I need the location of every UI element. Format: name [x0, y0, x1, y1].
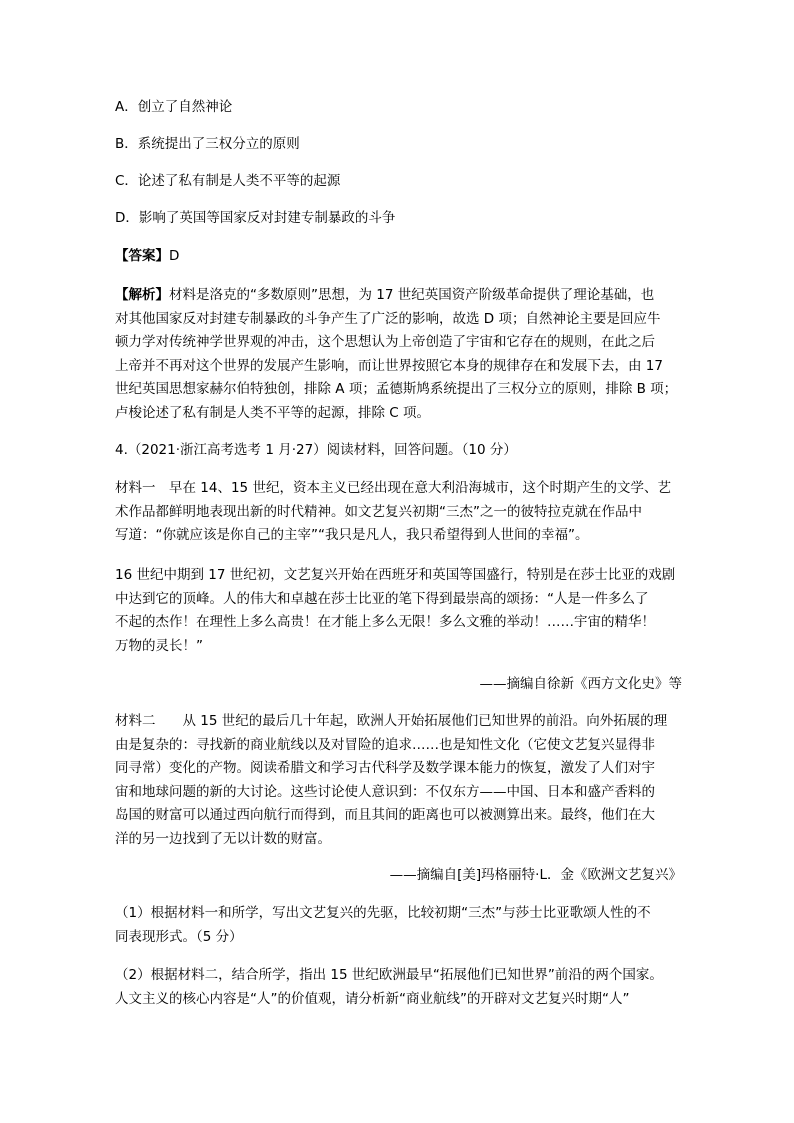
material-2 — [115, 710, 682, 851]
analysis-line: 世纪英国思想家赫尔伯特独创，排除 A 项；孟德斯鸠系统提出了三权分立的原则，排除 B 项； — [115, 381, 678, 397]
material-1-paragraph-2 — [115, 564, 682, 658]
analysis-line: 卢梭论述了私有制是人类不平等的起源，排除 C 项。 — [115, 404, 431, 421]
question-line: （2）根据材料二，结合所学，指出 15 世纪欧洲最早“拓展他们已知世界”前沿的两个国家。 — [115, 967, 663, 983]
material-2-source: ——摘编自[美]玛格丽特·L．金《欧洲文艺复兴》 — [389, 867, 682, 883]
material-line: 写道：“你就应该是你自己的主宰”“我只是凡人，我只希望得到人世间的幸福”。 — [115, 527, 589, 543]
answer-label: 【答案】 — [115, 248, 169, 264]
material-line: 中达到它的顶峰。人的伟大和卓越在莎士比亚的笔下得到最崇高的颂扬：“人是一件多么了 — [115, 590, 649, 607]
analysis-label: 【解析】 — [115, 287, 169, 303]
option-c: C．论述了私有制是人类不平等的起源 — [115, 173, 341, 189]
analysis-line: 【解析】材料是洛克的“多数原则”思想，为 17 世纪英国资产阶级革命提供了理论基础，也 — [115, 287, 655, 303]
question-stem: 4.（2021·浙江高考选考 1 月·27）阅读材料，回答问题。（10 分） — [115, 442, 517, 458]
material-line: 由是复杂的：寻找新的商业航线以及对冒险的追求……也是知性文化（它使文艺复兴显得非 — [115, 736, 655, 753]
option-b: B．系统提出了三权分立的原则 — [115, 136, 300, 152]
analysis-line: 顿力学对传统神学世界观的冲击，这个思想认为上帝创造了宇宙和它存在的规则，在此之后 — [115, 334, 655, 350]
option-a: A．创立了自然神论 — [115, 99, 233, 115]
material-line: 宙和地球问题的新的大讨论。这些讨论使人意识到：不仅东方——中国、日本和盛产香料的 — [115, 783, 655, 800]
material-line: 16 世纪中期到 17 世纪初，文艺复兴开始在西班牙和英国等国盛行，特别是在莎士比亚的戏剧 — [115, 567, 676, 583]
sub-question-1 — [115, 902, 682, 949]
answer-value: D — [169, 248, 180, 264]
material-1 — [115, 477, 682, 548]
sub-question-2 — [115, 964, 682, 1011]
analysis-line: 上帝并不再对这个世界的发展产生影响，而让世界按照它本身的规律存在和发展下去，由 17 — [115, 357, 663, 374]
question-line: 人文主义的核心内容是“人”的价值观，请分析新“商业航线”的开辟对文艺复兴时期“人” — [115, 990, 630, 1007]
material-line: 同寻常）变化的产物。阅读希腊文和学习古代科学及数学课本能力的恢复，激发了人们对宇 — [115, 760, 655, 776]
material-line: 万物的灵长！” — [115, 637, 203, 654]
analysis-block — [115, 284, 682, 425]
material-line: 材料二 从 15 世纪的最后几十年起，欧洲人开始拓展他们已知世界的前沿。向外拓展的理 — [115, 713, 668, 729]
material-line: 材料一 早在 14、15 世纪，资本主义已经出现在意大利沿海城市，这个时期产生的文学、艺 — [115, 480, 671, 496]
material-line: 术作品都鲜明地表现出新的时代精神。如文艺复兴初期“三杰”之一的彼特拉克就在作品中 — [115, 503, 642, 520]
material-line: 洋的另一边找到了无以计数的财富。 — [115, 830, 331, 847]
answer-line — [115, 245, 682, 269]
analysis-line: 对其他国家反对封建专制暴政的斗争产生了广泛的影响，故选 D 项；自然神论主要是回应牛 — [115, 310, 661, 327]
material-line: 岛国的财富可以通过西向航行而得到，而且其间的距离也可以被测算出来。最终，他们在大 — [115, 807, 655, 823]
question-line: 同表现形式。（5 分） — [115, 928, 243, 945]
question-line: （1）根据材料一和所学，写出文艺复兴的先驱，比较初期“三杰”与莎士比亚歌颂人性的不 — [115, 905, 651, 921]
option-d: D．影响了英国等国家反对封建专制暴政的斗争 — [115, 210, 396, 226]
material-line: 不起的杰作！在理性上多么高贵！在才能上多么无限！多么文雅的举动！……宇宙的精华！ — [115, 614, 655, 630]
material-1-source: ——摘编自徐新《西方文化史》等 — [479, 676, 682, 692]
